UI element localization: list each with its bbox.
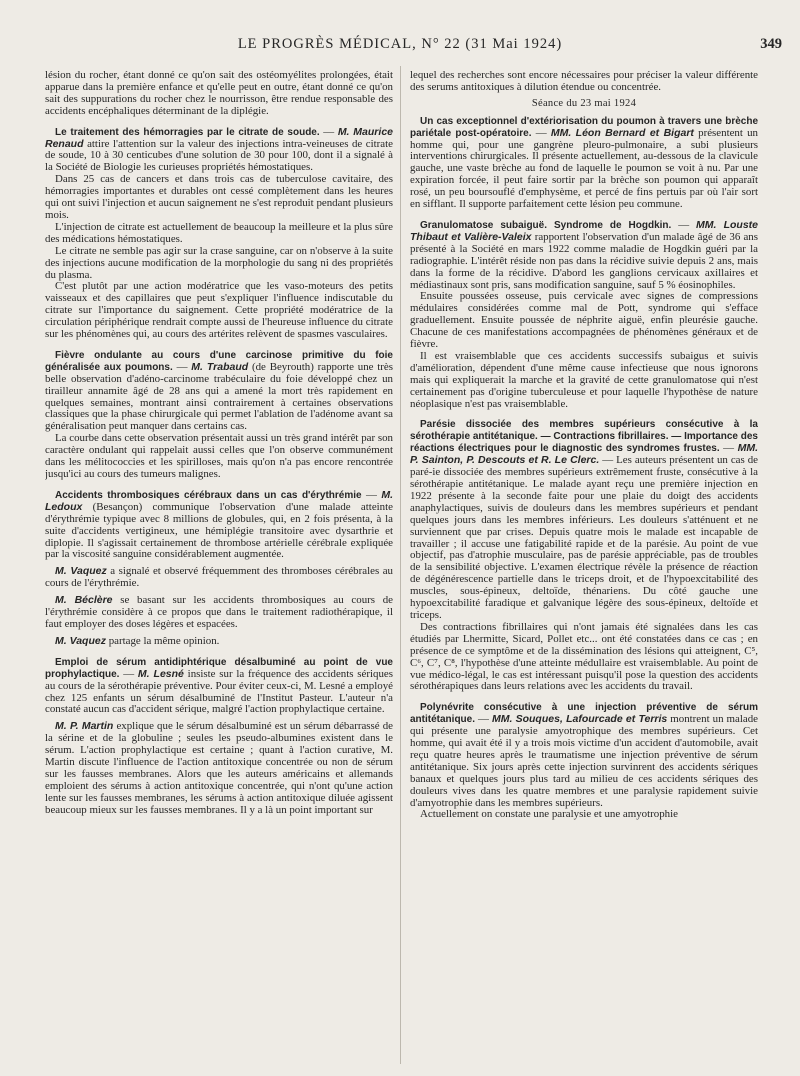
paragraph <box>45 566 393 590</box>
section-text: rapportent l'observation d'un malade âgé de 36 ans présenté à la Société en mars 1922 comme maladie de Hogdkin guéri par la radiographie. L'intérêt réside non pas dans la récidive suivie depuis 2 ans, mais dans la forme de la récidive. D'abord les ganglions cervicaux axillaires et médiastinaux sont pris, sans modification sanguine, sauf 5 % éosinophiles. <box>410 230 758 291</box>
section-fievre-ondulante: Fièvre ondulante au cours d'une carcinose primitive du foie généralisée aux poumons. — M. Trabaud (de Beyrouth) rapporte une très belle observation d'adéno-carcinome trabéculaire du foie développé chez un tirailleur annamite âgé de 28 ans qui a amené la mort très rapidement en quelques semaines, montrant ainsi contrairement à certaines observations classiques que la phase chirurgicale qui permet l'ablation de l'adénome avant sa généralisation peut manquer dans certains cas. <box>45 349 393 433</box>
section-text: insiste sur la fréquence des accidents sériques au cours de la sérothérapie préventive. Pour éviter ceux-ci, M. Lesné a employé chez 125 enfants un sérum désalbuminé de l'Institut Pasteur. L'auteur n'a constaté aucun cas d'accident sérique, malgré l'action prophylactique certaine. <box>45 667 393 716</box>
paragraph <box>45 721 393 816</box>
author-name: M. P. Martin <box>55 720 114 733</box>
author-name: MM. Souques, Lafourcade et Terris <box>491 713 668 726</box>
section-heading: Granulomatose subaiguë. Syndrome de Hogdkin. <box>420 219 672 231</box>
author-name: M. Trabaud <box>191 360 249 373</box>
paragraph: C'est plutôt par une action modératrice que les vaso-moteurs des petits vaisseaux et des capillaires que peut s'expliquer l'influence indiscutable du citrate sur l'importance du saignement. Cette propriété modératrice de la circulation périphérique rendrait compte aussi de l'heureuse influence du citrate sur les phénomènes qui, au cours des artérites relèvent de spasmes vasculaires. <box>45 280 393 341</box>
section-heading: Le traitement des hémorragies par le citrate de soude. <box>55 126 320 138</box>
paragraph: Il est vraisemblable que ces accidents successifs subaigus et suivis d'amélioration, dépendent d'une même cause infectieuse que nous ignorons mais qui expliquerait la marche et la gravité de cette granulomatose qui n'est certainement pas d'origine tuberculeuse et pour laquelle l'hypothèse de nature néoplasique n'est pas vraisemblable. <box>410 349 758 410</box>
section-heading: Parésie dissociée des membres supérieurs consécutive à la sérothérapie antitétanique. — Contractions fibrillaires. — Importance des réactions électriques pour le diagnostic des syndromes frustes. <box>410 419 758 455</box>
author-name: M. Béclère <box>55 594 113 607</box>
section-text: se basant sur les accidents thrombosiques au cours de l'érythrémie considère à ce propos que dans le traitement radiothérapique, il faut employer des doses légères et espacées. <box>45 594 393 630</box>
paragraph: Le citrate ne semble pas agir sur la crase sanguine, car on n'observe à la suite des injections aucune modification de la morphologie du sang ni des propriétés du plasma. <box>45 244 393 281</box>
author-name: M. Maurice Renaud <box>45 125 393 150</box>
section-text: (Besançon) communique l'observation d'une malade atteinte d'érythrémie typique avec 8 millions de globules, qui, en 2 fois présenta, à la suite d'accidents vertigineux, une hémiplégie transitoire avec dysarthrie et diplopie. Il s'agissait certainement de thrombose artérielle cérébrale expliquée par la viscosité sanguine considérablement augmentée. <box>45 500 393 561</box>
section-exteriorisation-poumon: Un cas exceptionnel d'extériorisation du poumon à travers une brèche pariétale post-opératoire. — MM. Léon Bernard et Bigart présentent un homme qui, pour une gangrène pleuro-pulmonaire, a subi plusieurs interventions chirurgicales. Il présente actuellement, au-dessous de la clavicule gauche, une vaste brèche au fond de laquelle le poumon se voit à nu. Par une expiration forcée, il peut faire sortir par la brèche son poumon qui apparaît rosé, un peu boursouflé d'emphysème, et percé de fins pertuis par où l'air sort en sifflant. Il supporte parfaitement cette lésion peu commune. <box>410 115 758 211</box>
section-granulomatose: Granulomatose subaiguë. Syndrome de Hogdkin. — MM. Louste Thibaut et Valière-Valeix rapportent l'observation d'un malade âgé de 36 ans présenté à la Société en mars 1922 comme maladie de Hogdkin guéri par la radiographie. L'intérêt réside non pas dans la récidive suivie depuis 2 ans, mais dans la forme de la récidive. D'abord les ganglions cervicaux axillaires et médiastinaux sont pris, sans modification sanguine, sauf 5 % éosinophiles. <box>410 218 758 291</box>
session-date: Séance du 23 mai 1924 <box>531 97 637 109</box>
author-name: M. Ledoux <box>45 488 393 513</box>
section-serum-desalbumine: Emploi de sérum antidiphtérique désalbuminé au point de vue prophylactique. — M. Lesné insiste sur la fréquence des accidents sériques au cours de la sérothérapie préventive. Pour éviter ceux-ci, M. Lesné a employé chez 125 enfants un sérum désalbuminé de l'Institut Pasteur. L'auteur n'a constaté aucun cas d'accident sérique, malgré l'action prophylactique certaine. <box>45 656 393 716</box>
left-column <box>45 70 393 1066</box>
paragraph: La courbe dans cette observation présentait aussi un très grand intérêt par son caractère ondulant qui rappelait aussi celles que l'on observe communément dans les mélitococcies et les spirilloses, mais qu'on n'a pas encore rencontrée jusqu'ici au cours des tumeurs malignes. <box>45 432 393 480</box>
author-name: MM. Léon Bernard et Bigart <box>550 126 694 139</box>
author-name: M. Vaquez <box>55 565 107 578</box>
paragraph: Des contractions fibrillaires qui n'ont jamais été signalées dans les cas étudiés par Lhermitte, Sicard, Pollet etc... ont été constatées dans ce cas ; en présence de ce symptôme et de la dissémination des lésions qui atteignent, C⁵, C⁶, C⁷, C⁸, l'hypothèse d'une atteinte médullaire est vraisemblable. Au point de vue médico-légal, le cas est intéressant puisqu'il pose la question des accidents sérothérapiques dans leurs relations avec les accidents du travail. <box>410 620 758 693</box>
section-heading: Fièvre ondulante au cours d'une carcinose primitive du foie généralisée aux poumons. <box>45 349 393 373</box>
author-name: M. Vaquez <box>55 634 106 647</box>
section-heading: Un cas exceptionnel d'extériorisation du poumon à travers une brèche pariétale post-opératoire. <box>410 115 758 139</box>
paragraph: Actuellement on constate une paralysie et une amyotrophie <box>420 808 678 821</box>
section-text: présentent un homme qui, pour une gangrène pleuro-pulmonaire, a subi plusieurs interventions chirurgicales. Il présente actuellement, au-dessous de la clavicule gauche, une vaste brèche au fond de laquelle le poumon se voit à nu. Par une expiration forcée, il peut faire sortir par la brèche son poumon qui apparaît rosé, un peu boursouflé d'emphysème, et percé de fins pertuis par où l'air sort en sifflant. Il supporte parfaitement cette lésion peu commune. <box>410 126 758 211</box>
section-paresie-dissociee: Parésie dissociée des membres supérieurs consécutive à la sérothérapie antitétanique. — Contractions fibrillaires. — Importance des réactions électriques pour le diagnostic des syndromes frustes. — MM. P. Sainton, P. Descouts et R. Le Clerc. — Les auteurs présentent un cas de paré-ie dissociée des membres supérieurs extrêmement fruste, consécutive à la sérothérapie antitétanique. Le malade ayant reçu une première injection en 1922 présente à la seconde faite pour une plaie du doigt des accidents anaphylactiques, suivis de douleurs dans les membres supérieurs et pendant quelques jours dans les membres inférieurs. Les douleurs s'atténuent et ne surviennent que par crises. Depuis quatre mois le malade est incapable de travailler ; il accuse une fatigabilité rapide et de la parésie. Au point de vue objectif, pas d'atrophie musculaire, pas de parésie appréciable, pas de troubles de la sensibilité objective. L'examen électrique révèle la présence de réaction de dégénérescence partielle dans le triceps droit, et de l'hypoexcitabilité des muscles, sous-épineux, deltoïde, thénariens. Du côté gauche une hypoexcitabilité faradique et galvanique légère des sous-épineux, deltoïde et triceps. <box>410 419 758 621</box>
section-text: partage la même opinion. <box>108 634 220 647</box>
section-text: — Les auteurs présentent un cas de paré-ie dissociée des membres supérieurs extrêmement fruste, consécutive à la sérothérapie antitétanique. Le malade ayant reçu une première injection en 1922 présente à la seconde faite pour une plaie du doigt des accidents anaphylactiques, suivis de douleurs dans les membres supérieurs et pendant quelques jours dans les membres inférieurs. Les douleurs s'atténuent et ne surviennent que par crises. Depuis quatre mois le malade est incapable de travailler ; il accuse une fatigabilité rapide et de la parésie. Au point de vue objectif, pas d'atrophie musculaire, pas de parésie appréciable, pas de troubles de la sensibilité objective. L'examen électrique révèle la présence de réaction de dégénérescence partielle dans le triceps droit, et de l'hypoexcitabilité des muscles, sous-épineux, deltoïde, thénariens. Du côté gauche une hypoexcitabilité faradique et galvanique légère des sous-épineux, deltoïde et triceps. <box>410 454 758 621</box>
section-heading: Emploi de sérum antidiphtérique désalbuminé au point de vue prophylactique. <box>45 656 393 680</box>
paragraph: lequel des recherches sont encore nécessaires pour préciser la valeur différente des serums antitoxiques à dilution étendue ou concentrée. <box>410 70 758 93</box>
author-name: MM. Louste Thibaut et Valière-Valeix <box>410 218 758 243</box>
section-heading: Accidents thrombosiques cérébraux dans un cas d'érythrémie <box>55 489 362 501</box>
paragraph <box>45 595 393 631</box>
paragraph: lésion du rocher, étant donné ce qu'on sait des ostéomyélites prolongées, était apparue dans la première enfance et qu'elle peut en outre, étant donné ce qu'on sait des suppurations du rocher chez le nourrisson, être rendue responsable des accidents encéphaliques déterminant de la diplégie. <box>45 70 393 117</box>
section-text: explique que le sérum désalbuminé est un sérum débarrassé de la sérine et de la globuline ; seules les pseudo-albumines existent dans le sérum. L'action prophylactique est certaine ; quant à l'action curative, M. Martin discute l'influence de l'action antitoxique concentrée ou non de sérum sur les fausses membranes. Alors que les auteurs américains et allemands emploient des sérums à action antitoxique concentrée, qui n'ont qu'une action lente sur les fausses membranes, les sérums à action antitoxique diluée agissent beaucoup mieux sur les fausses membranes. Il y a là un point important sur <box>45 720 393 816</box>
author-name: MM. P. Sainton, P. Descouts et R. Le Clerc. <box>410 442 758 467</box>
paragraph: Dans 25 cas de cancers et dans trois cas de tuberculose cavitaire, des hémorragies importantes et durables ont cessé complètement dans les heures qui ont suivi l'injection et aucun saignement ne s'est reproduit pendant plusieurs mois. <box>45 173 393 221</box>
page-number: 349 <box>760 36 782 52</box>
running-head <box>0 36 800 56</box>
right-column <box>410 70 758 1066</box>
section-text: a signalé et observé fréquemment des thromboses cérébrales au cours de l'érythrémie. <box>45 565 393 590</box>
section-accidents-thrombosiques: Accidents thrombosiques cérébraux dans un cas d'érythrémie — M. Ledoux (Besançon) communique l'observation d'une malade atteinte d'érythrémie typique avec 8 millions de globules, qui, en 2 fois présenta, à la suite d'accidents vertigineux, une hémiplégie transitoire avec dysarthrie et diplopie. Il s'agissait certainement de thrombose artérielle cérébrale expliquée par la viscosité sanguine considérablement augmentée. <box>45 488 393 561</box>
column-divider <box>400 66 401 1064</box>
section-text: (de Beyrouth) rapporte une très belle observation d'adéno-carcinome trabéculaire du foie développé chez un tirailleur annamite âgé de 28 ans qui a amené la mort très rapidement en quelques semaines, montrant ainsi contrairement à certaines observations classiques que la phase chirurgicale qui permet l'ablation de l'adénome avant sa généralisation peut manquer dans certains cas. <box>45 360 393 433</box>
section-text: attire l'attention sur la valeur des injections intra-veineuses de citrate de soude, 10 à 30 centicubes d'une solution de 30 pour 100, dont il a signalé à la Société de Biologie les curieuses propriétés hémostatiques. <box>45 137 393 174</box>
author-name: M. Lesné <box>137 667 184 680</box>
section-traitement-hemorragies: Le traitement des hémorragies par le citrate de soude. — M. Maurice Renaud attire l'attention sur la valeur des injections intra-veineuses de citrate de soude, 10 à 30 centicubes d'une solution de 30 pour 100, dont il a signalé à la Société de Biologie les curieuses propriétés hémostatiques. <box>45 125 393 174</box>
journal-title: LE PROGRÈS MÉDICAL, N° 22 (31 Mai 1924) <box>237 36 563 52</box>
paragraph: Ensuite poussées osseuse, puis cervicale avec signes de compressions médulaires considérées comme mal de Pott, syndrome qui s'efface graduellement. Ensuite poussée de néphrite aiguë, enfin pleurésie gauche. Chacune de ces manifestations accompagnées de phénomènes généraux et de fièvre. <box>410 290 758 351</box>
paragraph: L'injection de citrate est actuellement de beaucoup la meilleure et la plus sûre des médications hémostatiques. <box>45 220 393 245</box>
paragraph <box>45 636 393 648</box>
section-text: montrent un malade qui présente une paralysie amyotrophique des membres supérieurs. Cet homme, qui avait été il y a trois mois victime d'un accident d'automobile, avait reçu quatre heures après le traumatisme une injection préventive de sérum antitétanique. Six jours après cette injection survinrent des accidents sériques banaux et quelques jours plus tard au milieu de ces accidents sériques des douleurs vives dans les quatre membres et une paralysie rapidement suivie d'amyotrophie dans les membres supérieurs. <box>410 713 758 809</box>
section-heading: Polynévrite consécutive à une injection préventive de sérum antitétanique. <box>410 702 758 726</box>
section-polynevrite: Polynévrite consécutive à une injection préventive de sérum antitétanique. — MM. Souques, Lafourcade et Terris montrent un malade qui présente une paralysie amyotrophique des membres supérieurs. Cet homme, qui avait été il y a trois mois victime d'un accident d'automobile, avait reçu quatre heures après le traumatisme une injection préventive de sérum antitétanique. Six jours après cette injection survinrent des accidents sériques banaux et quelques jours plus tard au milieu de ces accidents sériques des douleurs vives dans les quatre membres et une paralysie rapidement suivie d'amyotrophie dans les membres supérieurs. <box>410 702 758 809</box>
